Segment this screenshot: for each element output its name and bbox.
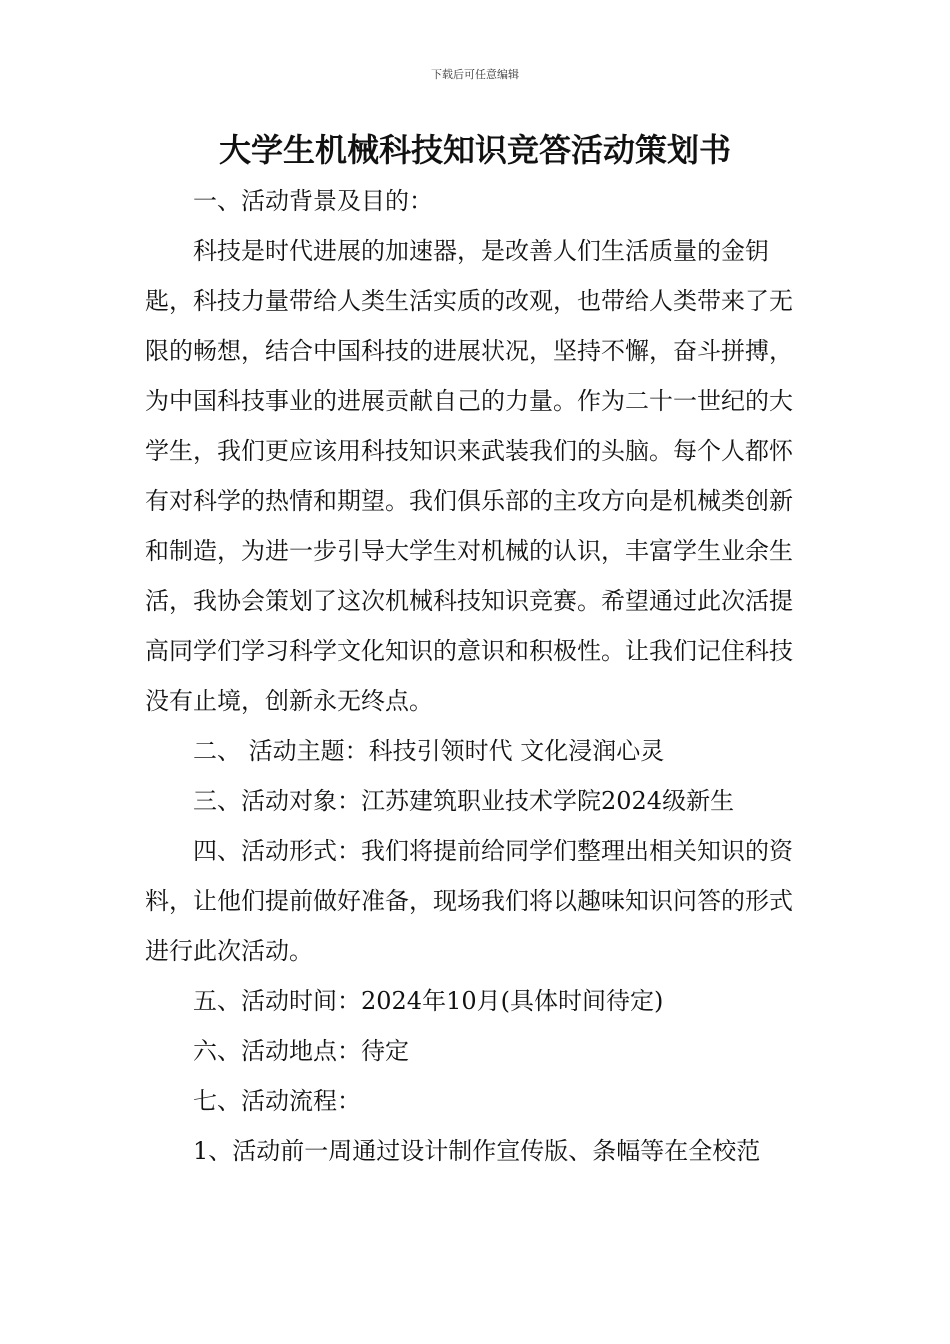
- document-title: 大学生机械科技知识竞答活动策划书: [218, 131, 731, 169]
- section-location: 六、活动地点：待定: [193, 1037, 409, 1065]
- section-theme: 二、 活动主题：科技引领时代 文化浸润心灵: [193, 737, 665, 765]
- section-audience: 三、活动对象：江苏建筑职业技术学院2024级新生: [193, 787, 735, 815]
- section-format: 四、活动形式：我们将提前给同学们整理出相关知识的资料，让他们提前做好准备，现场我们将以趣味知识问答的形式进行此次活动。: [145, 837, 793, 965]
- section-time: 五、活动时间：2024年10月(具体时间待定): [193, 987, 664, 1015]
- process-step-1: 1、活动前一周通过设计制作宣传版、条幅等在全校范: [193, 1137, 761, 1165]
- header-note: 下载后可任意编辑: [431, 68, 519, 81]
- section-heading-background: 一、活动背景及目的：: [193, 187, 433, 215]
- document-body: [145, 176, 807, 1176]
- section-process: 七、活动流程：: [193, 1087, 361, 1115]
- paragraph-background: 科技是时代进展的加速器，是改善人们生活质量的金钥匙，科技力量带给人类生活实质的改观，也带给人类带来了无限的畅想，结合中国科技的进展状况，坚持不懈，奋斗拼搏，为中国科技事业的进展贡献自己的力量。作为二十一世纪的大学生，我们更应该用科技知识来武装我们的头脑。每个人都怀有对科学的热情和期望。我们俱乐部的主攻方向是机械类创新和制造，为进一步引导大学生对机械的认识，丰富学生业余生活，我协会策划了这次机械科技知识竞赛。希望通过此次活提高同学们学习科学文化知识的意识和积极性。让我们记住科技没有止境，创新永无终点。: [145, 237, 793, 715]
